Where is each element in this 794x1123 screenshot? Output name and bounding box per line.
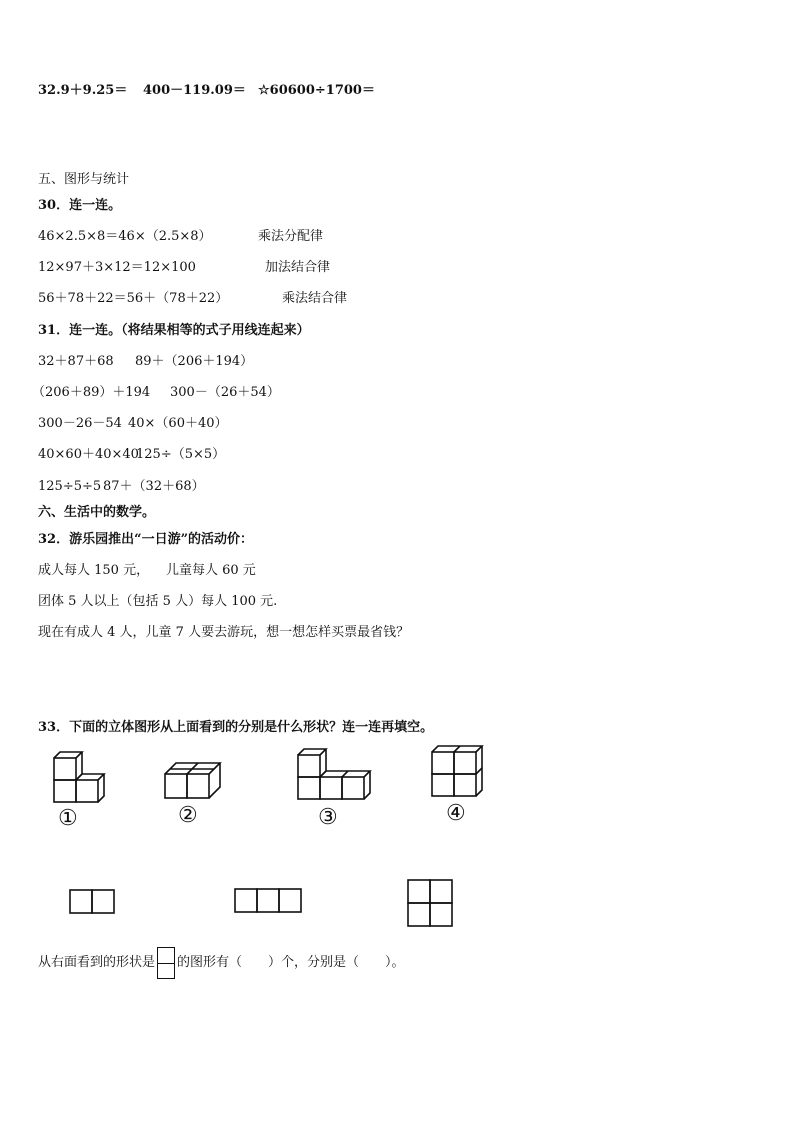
calc-expr-3: ☆60600÷1700＝ [258,83,375,98]
q31-left-4: 40×60＋40×40 [38,447,139,462]
top-view-shape-1 [69,889,117,915]
q32-title: 32．游乐园推出“一日游”的活动价： [38,532,254,547]
solid-figure-4 [428,742,488,802]
section-5-title: 五、图形与统计 [38,172,130,187]
figure-label-4: ④ [446,801,466,826]
q31-left-3: 300－26－54 [38,416,122,431]
q31-left-2: （206＋89）＋194 [32,385,151,400]
q31-right-5: 87＋（32＋68） [103,479,205,494]
q30-right-1: 乘法分配律 [258,229,324,244]
figure-label-3: ③ [318,805,338,830]
q32-line-2: 团体 5 人以上（包括 5 人）每人 100 元. [38,594,278,609]
q33-fill-suffix: 的图形有（ ）个，分别是（ ）。 [177,955,405,970]
q30-left-3: 56＋78＋22＝56＋（78＋22） [38,291,229,306]
q31-left-1: 32＋87＋68 [38,354,114,369]
solid-figure-1 [50,750,110,808]
top-view-shape-3 [407,879,455,929]
q31-right-4: 125÷（5×5） [136,447,226,462]
q30-right-3: 乘法结合律 [282,291,348,306]
q31-title: 31．连一连。（将结果相等的式子用线连起来） [38,323,310,338]
q30-right-2: 加法结合律 [265,260,331,275]
solid-figure-2 [162,760,228,802]
calc-expr-1: 32.9＋9.25＝ [38,83,128,98]
figure-label-1: ① [58,806,78,831]
solid-figure-3 [294,745,374,803]
side-view-shape-icon [157,947,175,979]
q31-right-1: 89＋（206＋194） [135,354,254,369]
q31-left-5: 125÷5÷5 [38,479,102,494]
section-6-title: 六、生活中的数学。 [38,505,156,520]
q32-line-1a: 成人每人 150 元， [38,563,150,578]
q33-fill-prefix: 从右面看到的形状是 [38,955,156,970]
q31-right-3: 40×（60＋40） [128,416,228,431]
q30-title: 30．连一连。 [38,198,122,213]
q31-right-2: 300－（26＋54） [170,385,280,400]
q32-line-3: 现在有成人 4 人，儿童 7 人要去游玩，想一想怎样买票最省钱？ [38,625,410,640]
figure-label-2: ② [178,803,198,828]
q30-left-2: 12×97＋3×12＝12×100 [38,260,196,275]
calc-expr-2: 400－119.09＝ [143,83,246,98]
q32-line-1b: 儿童每人 60 元 [166,563,256,578]
q33-title: 33．下面的立体图形从上面看到的分别是什么形状？连一连再填空。 [38,720,434,735]
top-view-shape-2 [234,888,304,914]
q30-left-1: 46×2.5×8＝46×（2.5×8） [38,229,212,244]
q33-fill-line [38,945,405,981]
